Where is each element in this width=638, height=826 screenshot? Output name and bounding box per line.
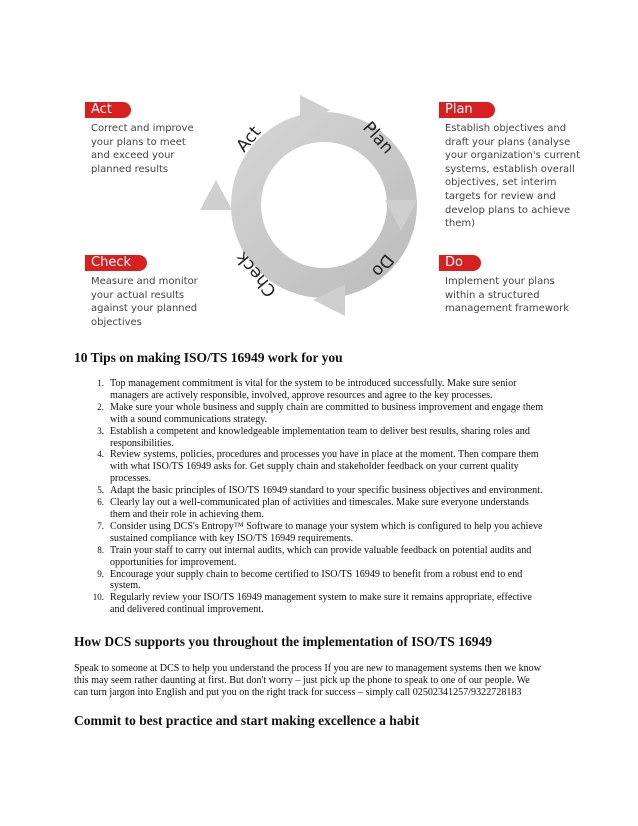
tip-item xyxy=(74,378,574,402)
tip-item xyxy=(74,485,574,497)
desc-line: systems, establish overall xyxy=(445,163,575,175)
closing-heading: Commit to best practice and start making excellence a habit xyxy=(74,713,420,728)
tip-item xyxy=(74,592,574,616)
desc-line: develop plans to achieve xyxy=(445,204,571,216)
do-description xyxy=(445,275,615,316)
tip-number: 4. xyxy=(97,449,104,460)
tips-heading: 10 Tips on making ISO/TS 16949 work for you xyxy=(74,350,343,365)
desc-line: objectives xyxy=(91,316,142,328)
tip-line: Make sure your whole business and supply chain are committed to business improvement and engage them xyxy=(110,401,544,413)
tip-item xyxy=(74,402,574,426)
desc-line: Correct and improve xyxy=(91,123,194,134)
tip-item xyxy=(74,497,574,521)
desc-line: your actual results xyxy=(91,289,185,301)
support-heading: How DCS supports you throughout the implementation of ISO/TS 16949 xyxy=(74,634,492,649)
tip-number: 2. xyxy=(97,401,104,412)
tip-item xyxy=(74,569,574,593)
tip-line: Encourage your supply chain to become certified to ISO/TS 16949 to benefit from a robust end to end xyxy=(110,568,523,580)
tip-text xyxy=(110,402,574,426)
desc-line: management framework xyxy=(445,303,570,315)
ring-label-check: Check xyxy=(231,247,281,301)
tip-line: Review systems, policies, procedures and processes you have in place at the moment. Then compare them xyxy=(110,449,539,461)
tip-line: Top management commitment is vital for the system to be introduced successfully. Make sure senior xyxy=(110,378,517,389)
desc-line: targets for review and xyxy=(445,190,556,202)
tip-text xyxy=(110,485,574,497)
tip-number: 10. xyxy=(92,592,104,603)
tip-text xyxy=(110,569,574,593)
tip-line: managers are actively responsible, involved, approve resources and agree to the key processes. xyxy=(110,389,493,401)
check-label: Check xyxy=(85,255,147,271)
tip-text xyxy=(110,497,574,521)
tip-text xyxy=(110,449,574,485)
tip-line: Regularly review your ISO/TS 16949 management system to make sure it remains appropriate, effective xyxy=(110,592,532,604)
check-description xyxy=(91,275,231,329)
tip-line: Train your staff to carry out internal audits, which can provide valuable feedback on potential audits and xyxy=(110,544,532,556)
desc-line: against your planned xyxy=(91,303,198,315)
tip-text xyxy=(110,545,574,569)
tip-item xyxy=(74,545,574,569)
tip-text xyxy=(110,592,574,616)
tip-number: 3. xyxy=(97,425,104,436)
desc-line: Measure and monitor xyxy=(91,276,198,287)
tip-line: Adapt the basic principles of ISO/TS 16949 standard to your specific business objectives and environment. xyxy=(110,485,543,497)
tip-line: responsibilities. xyxy=(110,437,174,449)
arrow-head-left xyxy=(200,180,232,210)
ring-label-act: Act xyxy=(232,122,266,157)
desc-line: planned results xyxy=(91,163,169,175)
desc-line: objectives, set interim xyxy=(445,177,557,189)
plan-label: Plan xyxy=(439,102,495,118)
paragraph-line: this may seem rather daunting at first. But don't worry – just pick up the phone to speak to one of our people. We xyxy=(74,675,530,687)
tip-line: with what ISO/TS 16949 asks for. Get supply chain and stakeholder feedback on your current quality xyxy=(110,461,519,473)
desc-line: draft your plans (analyse xyxy=(445,136,571,148)
paragraph-line: can turn jargon into English and put you on the right track for success – simply call 02502341257/9322728183 xyxy=(74,687,522,699)
tip-line: system. xyxy=(110,580,141,592)
pdca-diagram xyxy=(0,0,638,345)
desc-line: within a structured xyxy=(445,289,540,301)
tips-list xyxy=(74,378,574,616)
paragraph-line: Speak to someone at DCS to help you understand the process If you are new to management systems then we know xyxy=(74,663,542,674)
tip-text xyxy=(110,521,574,545)
tip-line: sustained compliance with key ISO/TS 16949 requirements. xyxy=(110,532,354,544)
tip-line: processes. xyxy=(110,473,152,485)
support-paragraph xyxy=(74,663,566,700)
tip-number: 6. xyxy=(97,497,104,508)
tip-line: opportunities for improvement. xyxy=(110,556,237,568)
tip-number: 9. xyxy=(97,568,104,579)
tip-number: 1. xyxy=(97,378,104,388)
tip-line: Clearly lay out a well-communicated plan of activities and timescales. Make sure everyone understands xyxy=(110,497,529,509)
desc-line: them) xyxy=(445,218,476,230)
ring-label-plan: Plan xyxy=(358,117,398,159)
tip-line: Consider using DCS's Entropy™ Software to manage your system which is configured to help you achieve xyxy=(110,520,543,532)
desc-line: your plans to meet xyxy=(91,136,186,148)
act-description xyxy=(91,122,231,176)
desc-line: Establish objectives and xyxy=(445,123,567,134)
tip-line: Establish a competent and knowledgeable implementation team to deliver best results, sharing roles and xyxy=(110,425,530,437)
tip-line: and delivered continual improvement. xyxy=(110,604,264,616)
desc-line: Implement your plans xyxy=(445,276,555,287)
tip-number: 8. xyxy=(97,544,104,555)
tip-line: them and their role in achieving them. xyxy=(110,508,264,520)
plan-description xyxy=(445,122,615,231)
tip-number: 5. xyxy=(97,485,104,496)
tip-item xyxy=(74,426,574,450)
tip-text xyxy=(110,426,574,450)
desc-line: your organization's current xyxy=(445,150,581,162)
tip-item xyxy=(74,521,574,545)
tip-number: 7. xyxy=(97,520,104,531)
ring-label-do: Do xyxy=(367,249,398,281)
tip-item xyxy=(74,449,574,485)
tip-text xyxy=(110,378,574,402)
do-label: Do xyxy=(439,255,481,271)
desc-line: and exceed your xyxy=(91,150,175,162)
act-label: Act xyxy=(85,102,131,118)
tip-line: with a sound communications strategy. xyxy=(110,413,268,425)
